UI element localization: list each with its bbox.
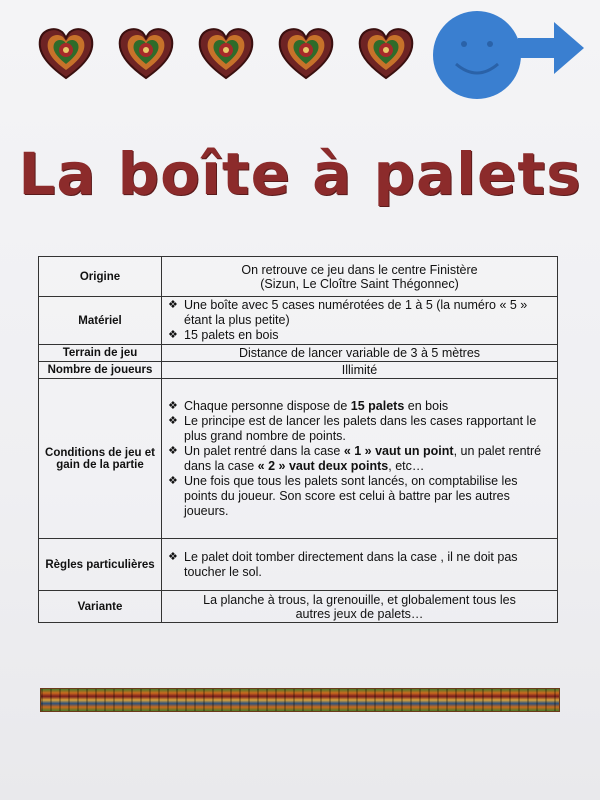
- list-item: ❖ Chaque personne dispose de 15 palets en bois: [166, 399, 553, 414]
- value-line: On retrouve ce jeu dans le centre Finistère: [241, 262, 478, 277]
- list-item: ❖ Le principe est de lancer les palets dans les cases rapportant le plus grand nombre de points.: [166, 414, 553, 444]
- page-title: La boîte à palets: [18, 140, 582, 208]
- row-label: Matériel: [39, 297, 162, 345]
- value-line: (Sizun, Le Cloître Saint Thégonnec): [260, 276, 459, 291]
- row-value: Illimité: [162, 362, 558, 379]
- list-item: ❖ Le palet doit tomber directement dans la case , il ne doit pas toucher le sol.: [166, 550, 553, 580]
- smiley-icon: [432, 10, 522, 100]
- list-item: ❖ Un palet rentré dans la case « 1 » vaut un point, un palet rentré dans la case « 2 » vaut deux points, etc…: [166, 444, 553, 474]
- row-label: Règles particulières: [39, 539, 162, 591]
- list-item: ❖ 15 palets en bois: [166, 328, 553, 343]
- row-label: Conditions de jeu et gain de la partie: [39, 379, 162, 539]
- list-item: ❖ Une boîte avec 5 cases numérotées de 1 à 5 (la numéro « 5 » étant la plus petite): [166, 298, 553, 328]
- table-row: [39, 257, 558, 297]
- table-row: [39, 379, 558, 539]
- value-line: La planche à trous, la grenouille, et globalement tous les: [203, 592, 516, 607]
- heart-icon: [276, 24, 336, 82]
- row-label: Origine: [39, 257, 162, 297]
- heart-icon: [36, 24, 96, 82]
- row-label: Variante: [39, 591, 162, 623]
- heart-icon: [196, 24, 256, 82]
- table-row: [39, 539, 558, 591]
- heart-icon: [116, 24, 176, 82]
- row-value: [162, 539, 558, 591]
- row-value: Distance de lancer variable de 3 à 5 mètres: [162, 345, 558, 362]
- table-row: [39, 362, 558, 379]
- arrow-right-icon: [518, 22, 584, 74]
- header-decoration: [0, 0, 600, 110]
- table-row: [39, 345, 558, 362]
- row-value: [162, 297, 558, 345]
- decorative-band: [40, 688, 560, 712]
- row-label: Terrain de jeu: [39, 345, 162, 362]
- row-value: [162, 591, 558, 623]
- row-value: [162, 257, 558, 297]
- heart-icon: [356, 24, 416, 82]
- list-item: ❖ Une fois que tous les palets sont lancés, on comptabilise les points du joueur. Son score est celui à battre par les autres joueurs.: [166, 474, 553, 519]
- row-value: [162, 379, 558, 539]
- table-row: [39, 591, 558, 623]
- row-label: Nombre de joueurs: [39, 362, 162, 379]
- value-line: autres jeux de palets…: [295, 606, 424, 621]
- rules-table: [38, 256, 558, 623]
- table-row: [39, 297, 558, 345]
